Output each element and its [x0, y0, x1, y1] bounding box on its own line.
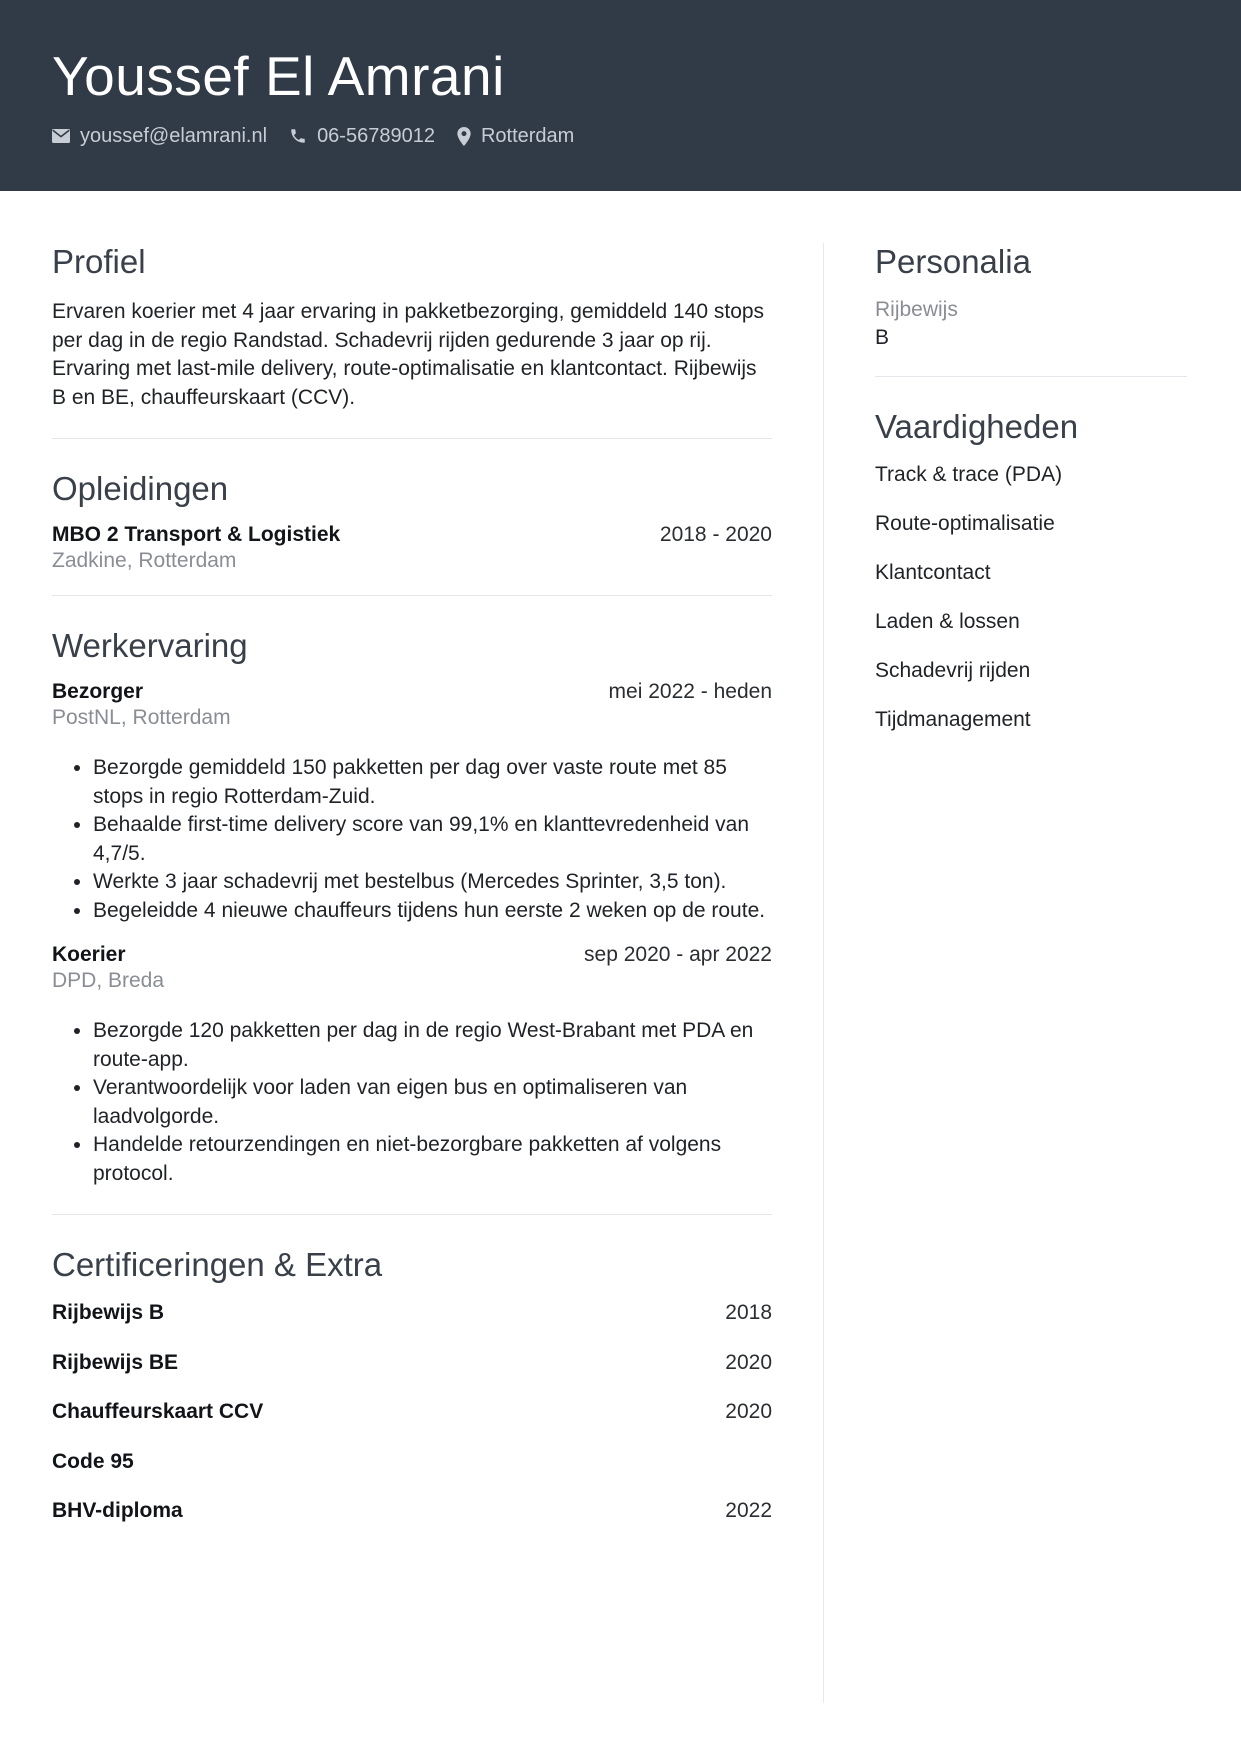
skill-item: Laden & lossen [875, 610, 1020, 633]
section-divider [52, 595, 772, 596]
skill-item: Route-optimalisatie [875, 512, 1055, 535]
skill-item: Klantcontact [875, 561, 991, 584]
main-column [52, 238, 772, 1549]
job-bullet: • Bezorgde gemiddeld 150 pakketten per dag over vaste route met 85 stops in regio Rotterdam-Zuid. [93, 754, 772, 811]
job-dates: sep 2020 - apr 2022 [584, 943, 772, 966]
education-item [52, 523, 772, 573]
job-bullet: • Bezorgde 120 pakketten per dag in de regio West-Brabant met PDA en route-app. [93, 1017, 772, 1074]
column-divider [823, 243, 824, 1703]
certification-name: BHV-diploma [52, 1499, 183, 1522]
certification-year: 2018 [725, 1301, 772, 1324]
job-company: PostNL, Rotterdam [52, 706, 231, 729]
section-divider [875, 376, 1187, 377]
certification-year: 2022 [725, 1499, 772, 1522]
personalia-section [875, 238, 1187, 350]
location-text: Rotterdam [480, 124, 575, 147]
personalia-title: Personalia [875, 243, 1031, 280]
personalia-label: Rijbewijs [875, 298, 958, 321]
job-bullet: • Werkte 3 jaar schadevrij met bestelbus (Mercedes Sprinter, 3,5 ton). [93, 868, 772, 897]
sidebar-column [875, 238, 1187, 755]
phone-icon [289, 127, 307, 145]
job-role: Koerier [52, 943, 126, 966]
skills-section [875, 403, 1187, 734]
education-header [52, 523, 772, 547]
location-pin-icon [457, 127, 471, 146]
certification-item [52, 1351, 772, 1401]
job-role: Bezorger [52, 680, 144, 703]
phone-text: 06-56789012 [317, 124, 435, 147]
education-title: Opleidingen [52, 470, 229, 507]
certification-name: Code 95 [52, 1449, 134, 1473]
job-bullet: • Begeleidde 4 nieuwe chauffeurs tijdens hun eerste 2 weken op de route. [93, 897, 772, 926]
job-bullet: • Verantwoordelijk voor laden van eigen bus en optimaliseren van laadvolgorde. [93, 1074, 772, 1131]
contact-location [457, 125, 574, 148]
job-item [52, 943, 772, 1188]
job-header [52, 680, 772, 704]
experience-title: Werkervaring [52, 627, 248, 664]
job-bullets [52, 1017, 772, 1188]
certification-item [52, 1301, 772, 1351]
certification-year: 2020 [725, 1350, 772, 1374]
education-school: Zadkine, Rotterdam [52, 549, 237, 572]
certifications-title: Certificeringen & Extra [52, 1246, 383, 1283]
certification-name: Chauffeurskaart CCV [52, 1400, 264, 1423]
certification-item [52, 1400, 772, 1450]
certifications-section [52, 1241, 772, 1549]
education-section [52, 465, 772, 573]
certification-name: Rijbewijs B [52, 1301, 165, 1324]
job-bullets [52, 754, 772, 925]
personalia-value: B [875, 326, 890, 349]
certification-item [52, 1450, 772, 1500]
email-text: youssef@elamrani.nl [80, 124, 268, 147]
header-banner [0, 0, 1241, 191]
job-item [52, 680, 772, 925]
experience-section [52, 622, 772, 1188]
job-bullet: • Handelde retourzendingen en niet-bezorgbare pakketten af volgens protocol. [93, 1131, 772, 1188]
contact-bar [52, 122, 596, 150]
skills-list [875, 461, 1187, 734]
job-header [52, 943, 772, 967]
education-dates: 2018 - 2020 [659, 523, 772, 546]
skill-item: Track & trace (PDA) [875, 463, 1063, 486]
job-dates: mei 2022 - heden [608, 680, 772, 703]
skill-item: Tijdmanagement [875, 708, 1031, 731]
education-degree: MBO 2 Transport & Logistiek [52, 523, 341, 546]
profile-text: Ervaren koerier met 4 jaar ervaring in pakketbezorging, gemiddeld 140 stops per dag in de regio Randstad. Schadevrij rijden gedurende 3 jaar op rij. Ervaring met last-mile delivery, route-optimalisatie en klantcontact. Rijbewijs B en BE, chauffeurskaart (CCV). [52, 300, 765, 409]
skills-title: Vaardigheden [875, 408, 1079, 445]
job-company: DPD, Breda [52, 969, 165, 992]
contact-phone[interactable] [289, 125, 435, 148]
contact-email[interactable] [52, 125, 267, 148]
profile-title: Profiel [52, 243, 146, 280]
certification-name: Rijbewijs BE [52, 1350, 179, 1374]
candidate-name: Youssef El Amrani [52, 45, 505, 107]
section-divider [52, 438, 772, 439]
envelope-icon [52, 129, 70, 143]
profile-section [52, 238, 772, 412]
certification-year: 2020 [725, 1400, 772, 1423]
skill-item: Schadevrij rijden [875, 659, 1031, 682]
job-bullet: • Behaalde first-time delivery score van 99,1% en klanttevredenheid van 4,7/5. [93, 811, 772, 868]
certification-item [52, 1499, 772, 1549]
certifications-list [52, 1301, 772, 1549]
section-divider [52, 1214, 772, 1215]
